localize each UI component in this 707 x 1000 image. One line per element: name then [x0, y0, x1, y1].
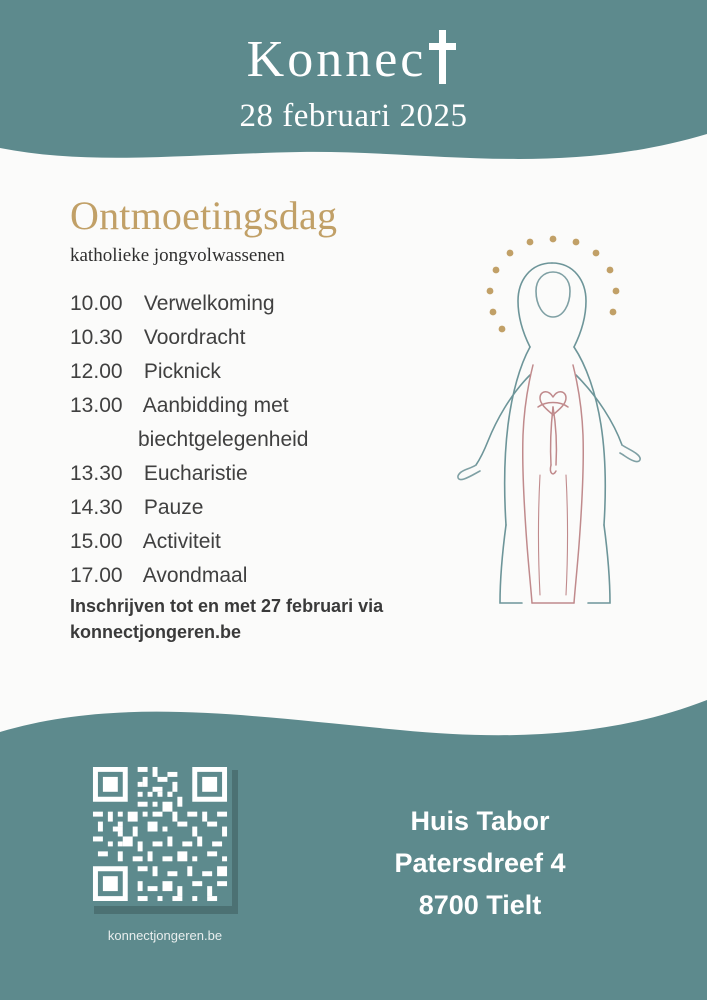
address-line-1: Huis Tabor [410, 806, 550, 836]
schedule-label: Picknick [143, 360, 221, 383]
address-line-3: 8700 Tielt [418, 890, 542, 920]
list-item [70, 355, 450, 389]
virgin-mary-illustration [430, 225, 680, 635]
main-subheading: katholieke jongvolwassenen [70, 245, 285, 266]
schedule-time: 13.30 [70, 462, 123, 485]
qr-code-image[interactable] [88, 762, 232, 906]
schedule-time: 15.00 [70, 530, 123, 553]
schedule-time: 12.00 [70, 360, 123, 383]
qr-code[interactable] [88, 762, 238, 912]
schedule-time: 10.00 [70, 292, 123, 315]
cross-icon [426, 30, 460, 88]
schedule-label: Voordracht [143, 326, 246, 349]
venue-address [315, 800, 645, 926]
signup-note [70, 593, 470, 645]
list-item [70, 559, 450, 593]
schedule-label-continuation: biechtgelegenheid [138, 428, 309, 451]
schedule-time: 17.00 [70, 564, 123, 587]
halo-stars [487, 236, 620, 333]
list-item [70, 287, 450, 321]
schedule-time: 14.30 [70, 496, 123, 519]
signup-line-1: Inschrijven tot en met 27 februari via [70, 596, 384, 616]
schedule-list [70, 287, 450, 593]
signup-website: konnectjongeren.be [70, 622, 242, 642]
page-title [0, 30, 707, 88]
schedule-label: Eucharistie [143, 462, 248, 485]
schedule-time: 13.00 [70, 394, 123, 417]
schedule-label: Aanbidding met [142, 394, 289, 417]
schedule-label: Avondmaal [142, 564, 248, 587]
list-item [70, 491, 450, 525]
header-band [0, 0, 707, 185]
event-date: 28 februari 2025 [239, 98, 468, 134]
qr-caption: konnectjongeren.be [107, 928, 223, 943]
schedule-label: Pauze [143, 496, 204, 519]
page-title-text: Konnec [246, 31, 427, 88]
list-item [70, 321, 450, 355]
address-line-2: Patersdreef 4 [394, 848, 566, 878]
main-heading: Ontmoetingsdag [70, 193, 338, 238]
list-item [70, 389, 450, 423]
list-item [70, 457, 450, 491]
schedule-label: Verwelkoming [143, 292, 275, 315]
list-item [70, 525, 450, 559]
schedule-label: Activiteit [142, 530, 221, 553]
schedule-time: 10.30 [70, 326, 123, 349]
